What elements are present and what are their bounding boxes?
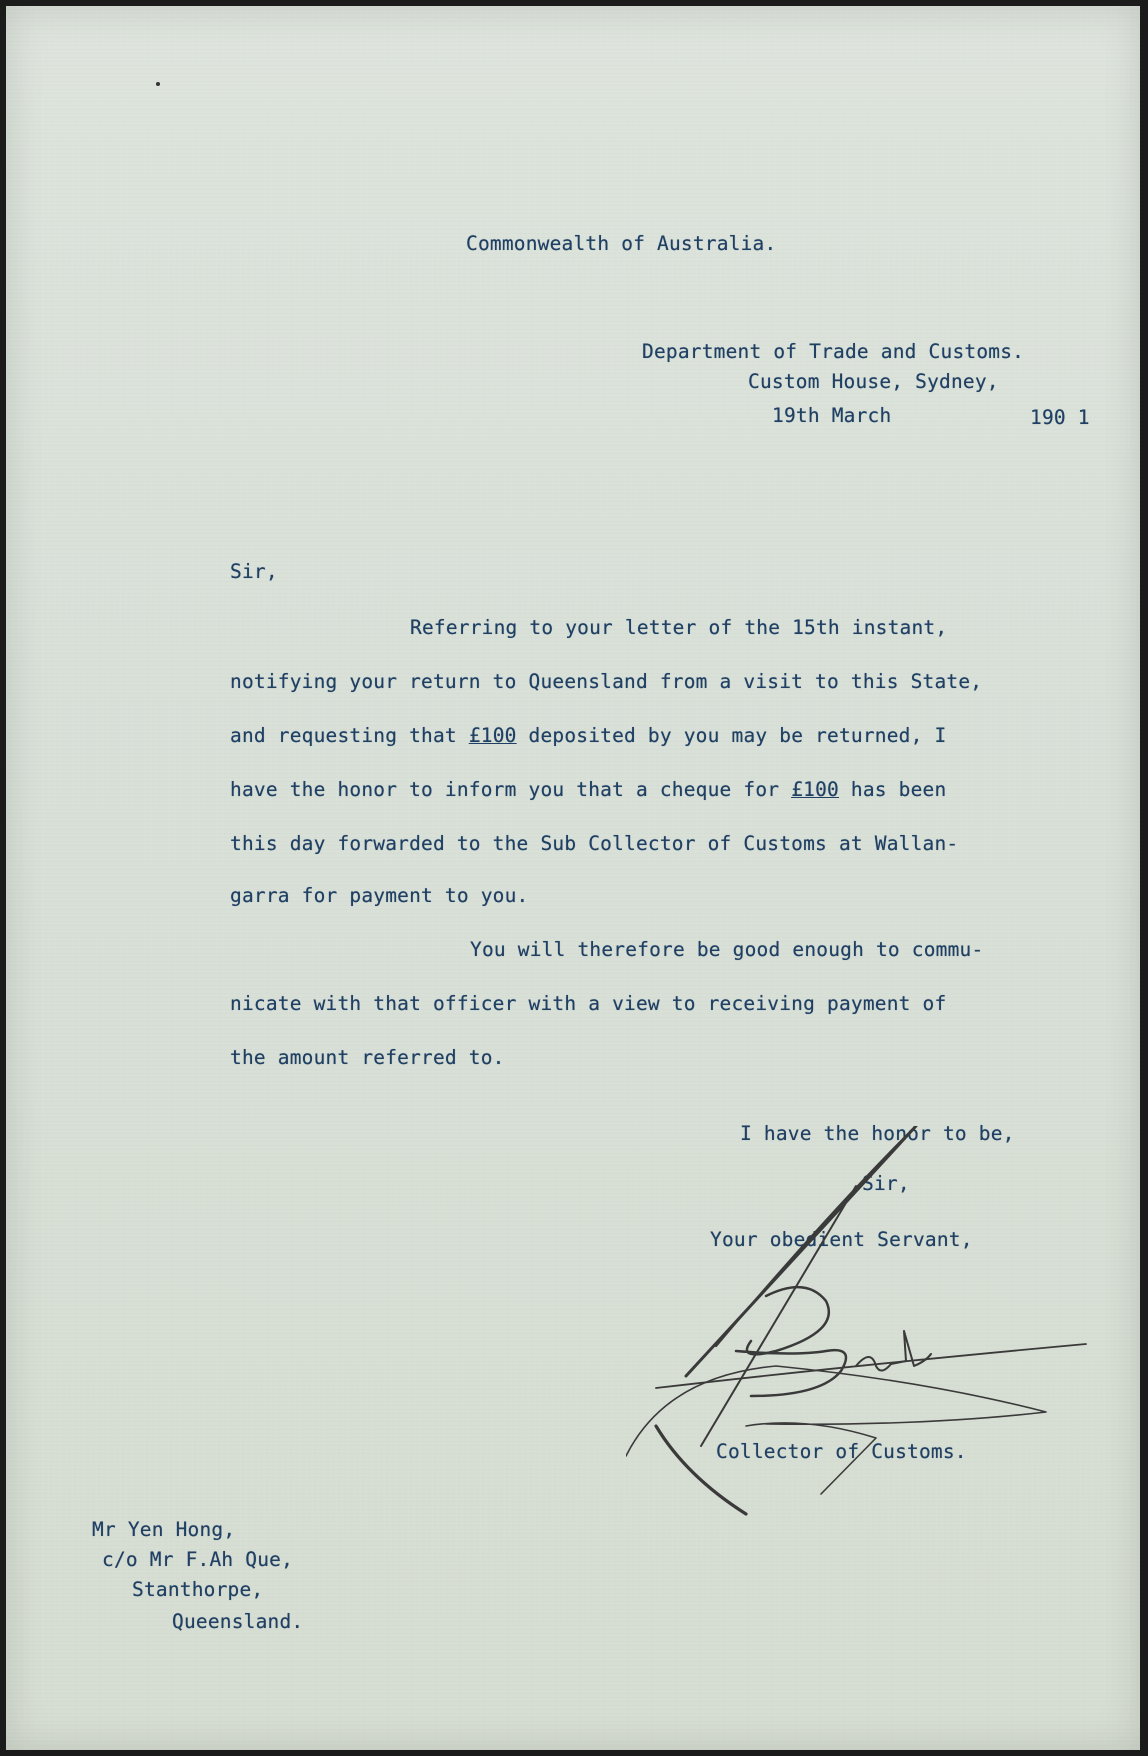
body-line: You will therefore be good enough to commu-	[470, 938, 984, 961]
addressee-town: Stanthorpe,	[132, 1578, 264, 1601]
letter-heading: Commonwealth of Australia.	[466, 232, 777, 255]
body-text: and requesting that	[230, 724, 469, 747]
addressee-care-of: c/o Mr F.Ah Que,	[102, 1548, 294, 1571]
body-line: this day forwarded to the Sub Collector of Customs at Wallan-	[230, 832, 959, 855]
letter-date: 19th March	[772, 404, 892, 427]
deposit-amount: £100	[468, 724, 517, 747]
salutation: Sir,	[230, 560, 278, 583]
closing-line: I have the honor to be,	[740, 1122, 1015, 1145]
body-line: nicate with that officer with a view to receiving payment of	[230, 992, 947, 1015]
letter-year: 190 1	[1030, 406, 1090, 429]
body-line: garra for payment to you.	[230, 884, 529, 907]
body-text: deposited by you may be returned, I	[516, 724, 947, 747]
body-line: Referring to your letter of the 15th instant,	[410, 616, 948, 639]
closing-sir: Sir,	[862, 1172, 910, 1195]
addressee-name: Mr Yen Hong,	[92, 1518, 236, 1541]
signatory-title: Collector of Customs.	[716, 1440, 967, 1463]
closing-servant: Your obedient Servant,	[710, 1228, 973, 1251]
addressee-state: Queensland.	[172, 1610, 304, 1633]
paper-speck	[156, 82, 160, 86]
body-text: have the honor to inform you that a cheque for	[230, 778, 792, 801]
body-text: has been	[838, 778, 947, 801]
sender-department: Department of Trade and Customs.	[642, 340, 1025, 363]
body-line	[230, 724, 946, 747]
body-line	[230, 778, 946, 801]
body-line: the amount referred to.	[230, 1046, 505, 1069]
cheque-amount: £100	[791, 778, 839, 801]
body-line: notifying your return to Queensland from a visit to this State,	[230, 670, 983, 693]
sender-address: Custom House, Sydney,	[748, 370, 999, 393]
letter-page	[6, 6, 1140, 1750]
